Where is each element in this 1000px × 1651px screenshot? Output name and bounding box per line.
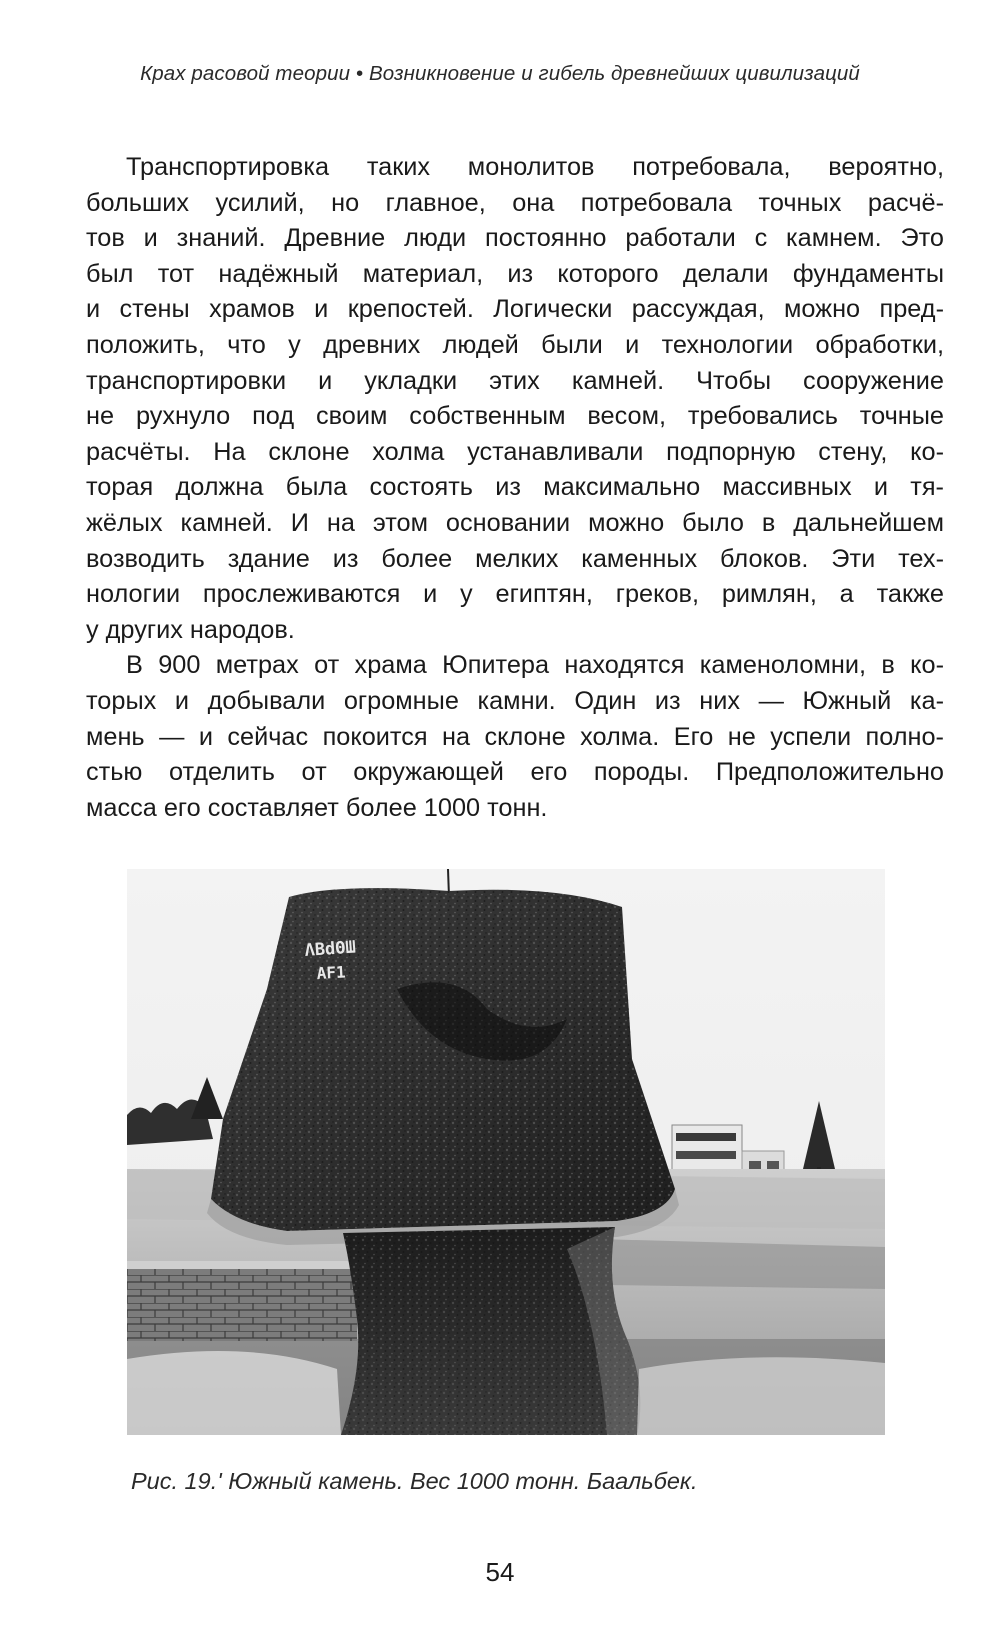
text-line: был тот надёжный материал, из которого делали фундаменты	[86, 259, 944, 288]
text-line: торая должна была состоять из максимально массивных и тя-	[86, 473, 944, 502]
stone-base	[341, 1227, 640, 1435]
stone-inscription-1: ΛΒdΘШ	[303, 937, 357, 961]
text-line: тов и знаний. Древние люди постоянно работали с камнем. Это	[86, 224, 944, 253]
text-line: транспортировки и укладки этих камней. Чтобы сооружение	[86, 366, 944, 395]
text-line: торых и добывали огромные камни. Один из них — Южный ка-	[86, 686, 944, 715]
text-line: расчёты. На склоне холма устанавливали подпорную стену, ко-	[86, 437, 944, 466]
text-line: В 900 метрах от храма Юпитера находятся каменоломни, в ко-	[126, 651, 944, 680]
text-line: Транспортировка таких монолитов потребовала, вероятно,	[126, 153, 944, 181]
text-line: у других народов.	[86, 615, 295, 644]
paragraph-2	[86, 648, 944, 826]
figure-caption: Рис. 19.' Южный камень. Вес 1000 тонн. Баальбек.	[131, 1468, 698, 1494]
text-line: нологии прослеживаются и у египтян, греков, римлян, а также	[86, 580, 944, 609]
text-line: положить, что у древних людей были и технологии обработки,	[86, 330, 944, 359]
stone-photo	[127, 869, 885, 1435]
text-line: жёлых камней. И на этом основании можно было в дальнейшем	[86, 508, 944, 537]
text-line: стью отделить от окружающей его породы. Предположительно	[86, 758, 944, 787]
text-line: масса его составляет более 1000 тонн.	[86, 793, 548, 822]
text-line: больших усилий, но главное, она потребовала точных расчё-	[86, 188, 944, 217]
text-line: и стены храмов и крепостей. Логически рассуждая, можно пред-	[86, 295, 944, 324]
stone-inscription-2: AF1	[316, 962, 347, 983]
text-line: мень — и сейчас покоится на склоне холма. Его не успели полно-	[86, 722, 944, 751]
page-number: 54	[485, 1557, 515, 1587]
stone-wall-left	[127, 1261, 357, 1341]
text-line: возводить здание из более мелких каменных блоков. Эти тех-	[86, 544, 944, 573]
figure-photo	[127, 869, 885, 1435]
text-line: не рухнуло под своим собственным весом, требовались точные	[86, 402, 944, 431]
body-text	[86, 150, 944, 826]
paragraph-1	[86, 150, 944, 648]
running-header: Крах расовой теории • Возникновение и гибель древнейших цивилизаций	[140, 62, 860, 85]
